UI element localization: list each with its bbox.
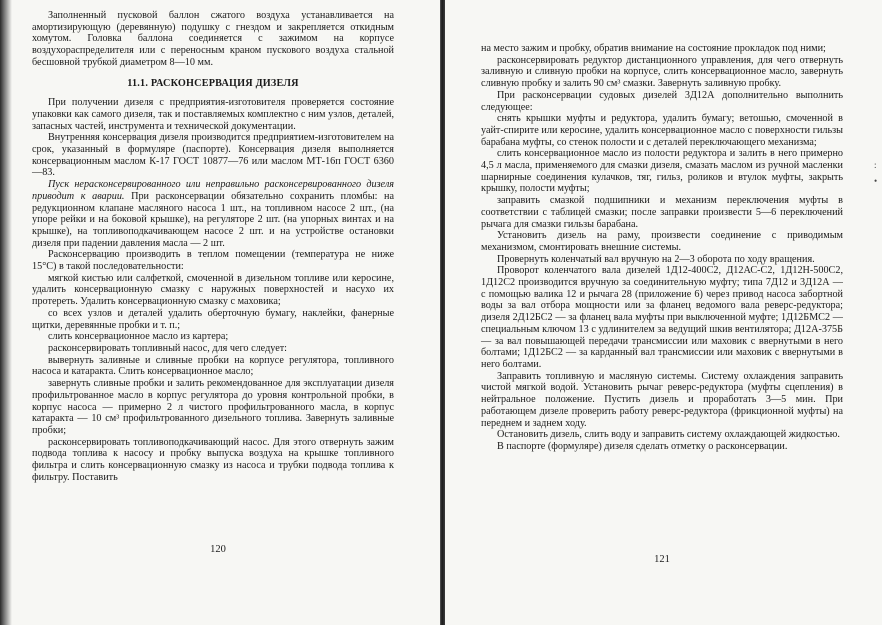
paragraph: мягкой кистью или салфеткой, смоченной в дизельном топливе или керосине, удалить консервационную смазку с наружных поверхностей и насухо их протереть. Удалить консервационную смазку с маховика;: [32, 272, 394, 308]
paragraph: завернуть сливные пробки и залить рекомендованное для эксплуатации дизеля профильтрованное масло в корпус регулятора до уровня контрольной пробки, в корпус насоса — примерно 2 л чистого профильтрованного масла, в корпус катаракта — 10 см³ профильтрованного дизельного топлива. Завернуть заливные пробки;: [32, 378, 394, 436]
paragraph: расконсервировать топливоподкачивающий насос. Для этого отвернуть зажим подвода топлива к насосу и пробку выпуска воздуха на крышке топливного фильтра и слить консервационную смазку из насоса и трубки подвода топлива к фильтру. Поставить: [32, 436, 394, 483]
paragraph-tail: При расконсервации обязательно сохранить пломбы: на редукционном клапане масляного насоса 1 шт., на топливном насосе 2 шт., (на упоре рейки и на боковой крышке), на регуляторе 2 шт. (на упорных винтах и на крышке), на топливоподкачивающем насосе 2 шт. и на устройстве остановки дизеля при падении давления масла — 2 шт.: [32, 190, 394, 249]
italic-warning: Пуск нерасконсервированного или неправильно расконсервированного дизеля приводит к аварии.: [32, 179, 394, 202]
section-heading: 11.1. РАСКОНСЕРВАЦИЯ ДИЗЕЛЯ: [127, 77, 299, 89]
paragraph: Внутренняя консервация дизеля производится предприятием-изготовителем на срок, указанный в формуляре (паспорте). Консервация дизеля выполняется консервационным маслом К-17 ГОСТ 10877—76 или маслом МТ-16п ГОСТ 6360—83.: [32, 132, 394, 179]
paragraph: Установить дизель на раму, произвести соединение с приводимым механизмом, смонтировать внешние системы.: [481, 230, 843, 253]
right-page: [445, 0, 882, 625]
paragraph: заправить смазкой подшипники и механизм переключения муфты в соответствии с таблицей смазки; после заправки произвести 5—6 переключений рычага для смазки гильзы барабана.: [481, 195, 843, 230]
paragraph: При получении дизеля с предприятия-изготовителя проверяется состояние упаковки как самого дизеля, так и поставляемых комплектно с ним узлов, деталей, запасных частей, инструмента и технической документации.: [32, 97, 394, 132]
paragraph: При расконсервации судовых дизелей 3Д12А дополнительно выполнить следующее:: [481, 89, 843, 113]
paragraph: Проворот коленчатого вала дизелей 1Д12-400С2, Д12АС-С2, 1Д12Н-500С2, 1Д12С2 производится вручную за соединительную муфту; типа 7Д12 и 3Д12А — с помощью валика 12 и рычага 28 (приложение 6) через привод насоса забортной воды за вал отбора мощности или за фланец ведомого вала реверс-редуктора; дизеля 2Д12БС2 — за фланец вала муфты при выключенной муфте; 1Д12БМС2 — специальным ключом 13 с удлинителем за ведущий шкив вентилятора; Д12А-375Б — за вал повышающей передачи трансмиссии или маховик с ввернутыми в него болтами; 1Д12БС2 — за карданный вал трансмиссии или маховик с ввернутыми в него болтами.: [481, 265, 843, 370]
left-page: [0, 0, 440, 625]
right-page-text: [481, 43, 843, 453]
paragraph: [32, 179, 394, 249]
paragraph: расконсервировать топливный насос, для чего следует:: [48, 342, 288, 354]
paragraph: слить консервационное масло из полости редуктора и залить в него примерно 4,5 л масла, применяемого для смазки дизеля, смазать маслом из ручной масленки шарнирные соединения кулачков, тяг, гильз, роликов и втулок муфты, закрыть крышку, полости муфты;: [481, 148, 843, 195]
margin-mark: :: [874, 160, 877, 170]
paragraph: слить консервационное масло из картера;: [48, 331, 229, 343]
paragraph: со всех узлов и деталей удалить оберточную бумагу, наклейки, фанерные щитки, деревянные пробки и т. п.;: [32, 307, 394, 331]
paragraph: Остановить дизель, слить воду и заправить систему охлаждающей жидкостью.: [497, 429, 840, 441]
paragraph: на место зажим и пробку, обратив внимание на состояние прокладок под ними;: [481, 43, 826, 54]
margin-mark: •: [874, 176, 878, 186]
paragraph: Расконсервацию производить в теплом помещении (температура не ниже 15°С) в такой последовательности:: [32, 249, 394, 273]
paragraph: расконсервировать редуктор дистанционного управления, для чего отвернуть заливную и сливную пробки на корпусе, слить консервационное масло, завернуть сливную пробку и залить 90 см³ смазки. Завернуть заливную пробку.: [481, 54, 843, 90]
page-number: 120: [210, 544, 226, 555]
paragraph: Заполненный пусковой баллон сжатого воздуха устанавливается на амортизирующую (деревянную) подушку с гнездом и закрепляется откидным хомутом. Головка баллона соединяется с зажимом на корпусе воздухораспределителя или с переносным краном пускового воздуха стальной бесшовной трубкой диаметром 8—10 мм.: [32, 10, 394, 68]
page-number: 121: [654, 554, 670, 565]
paragraph: вывернуть заливные и сливные пробки на корпусе регулятора, топливного насоса и катаракта. Слить консервационное масло;: [32, 354, 394, 378]
paragraph: Заправить топливную и масляную системы. Систему охлаждения заправить чистой мягкой водой. Установить рычаг реверс-редуктора (муфты сцепления) в нейтральное положение. Пустить дизель и проработать 3—5 мин. При работающем дизеле проверить работу реверс-редуктора (фрикционной муфты) на переднем и заднем ходу.: [481, 370, 843, 429]
left-page-text: [32, 10, 394, 483]
page-edge-shadow: [0, 0, 12, 625]
paragraph: снять крышки муфты и редуктора, удалить бумагу; ветошью, смоченной в уайт-спирите или керосине, удалить консервационное масло с поверхности гильзы барабана муфты, со стенок полости и с деталей переключающего механизма;: [481, 113, 843, 148]
paragraph: Провернуть коленчатый вал вручную на 2—3 оборота по ходу вращения.: [497, 253, 815, 265]
paragraph: В паспорте (формуляре) дизеля сделать отметку о расконсервации.: [497, 440, 788, 452]
